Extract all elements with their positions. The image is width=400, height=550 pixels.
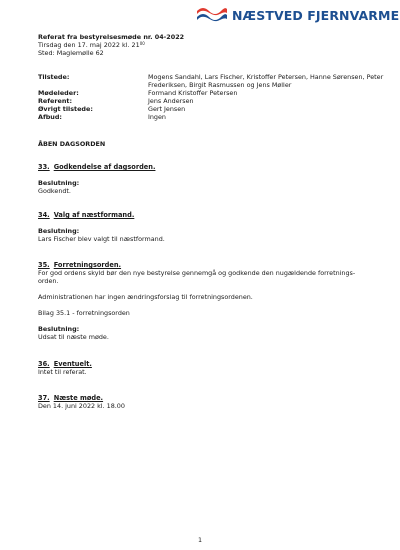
item-text: For god ordens skyld bør den nye bestyrelse gennemgå og godkende den nugældende forretnings-orden. (38, 269, 356, 285)
attendance-row: Referent: Jens Andersen (38, 97, 194, 105)
agenda-item-33 (38, 163, 374, 195)
decision-text: Lars Fischer blev valgt til næstformand. (38, 235, 165, 243)
decision-label: Beslutning: (38, 227, 80, 235)
attendance-row: Øvrigt tilstede: Gert Jensen (38, 105, 186, 113)
agenda-item-34 (38, 211, 374, 243)
item-title: 33. Godkendelse af dagsorden. (38, 163, 156, 171)
attendance-table (38, 73, 398, 121)
attendance-row: Tilstede: Mogens Sandahl, Lars Fischer, Kristoffer Petersen, Hanne Sørensen, Peter Frederiksen, Birgit Rasmussen og Jens Møller (38, 73, 384, 89)
decision-text: Udsat til næste møde. (38, 333, 109, 341)
item-text: Intet til referat. (38, 368, 87, 376)
meeting-place: Sted: Maglemølle 62 (38, 49, 104, 57)
item-text: Den 14. juni 2022 kl. 18.00 (38, 402, 125, 410)
item-title: 37. Næste møde. (38, 394, 104, 402)
attendance-row: Mødeleder: Formand Kristoffer Petersen (38, 89, 238, 97)
attachment-reference: Bilag 35.1 - forretningsorden (38, 309, 130, 317)
attendance-row: Afbud: Ingen (38, 113, 166, 121)
meeting-date: Tirsdag den 17. maj 2022 kl. $21^{00}$ (38, 41, 145, 49)
page-number: 1 (197, 536, 203, 544)
agenda-item-36 (38, 360, 374, 376)
agenda-item-37 (38, 394, 374, 410)
item-title: 34. Valg af næstformand. (38, 211, 135, 219)
wave-logo-icon (196, 6, 228, 24)
item-title: 35. Forretningsorden. (38, 261, 122, 269)
document-title: Referat fra bestyrelsesmøde nr. 04-2022 (38, 33, 185, 41)
decision-label: Beslutning: (38, 179, 80, 187)
item-title: 36. Eventuelt. (38, 360, 92, 368)
logo-text: NÆSTVED FJERNVARME (232, 7, 400, 23)
agenda-heading: ÅBEN DAGSORDEN (38, 140, 106, 148)
company-logo (196, 6, 399, 24)
item-text: Administrationen har ingen ændringsforslag til forretningsordenen. (38, 293, 253, 301)
meeting-header (38, 33, 184, 57)
decision-label: Beslutning: (38, 325, 80, 333)
agenda-item-35 (38, 261, 374, 341)
decision-text: Godkendt. (38, 187, 71, 195)
